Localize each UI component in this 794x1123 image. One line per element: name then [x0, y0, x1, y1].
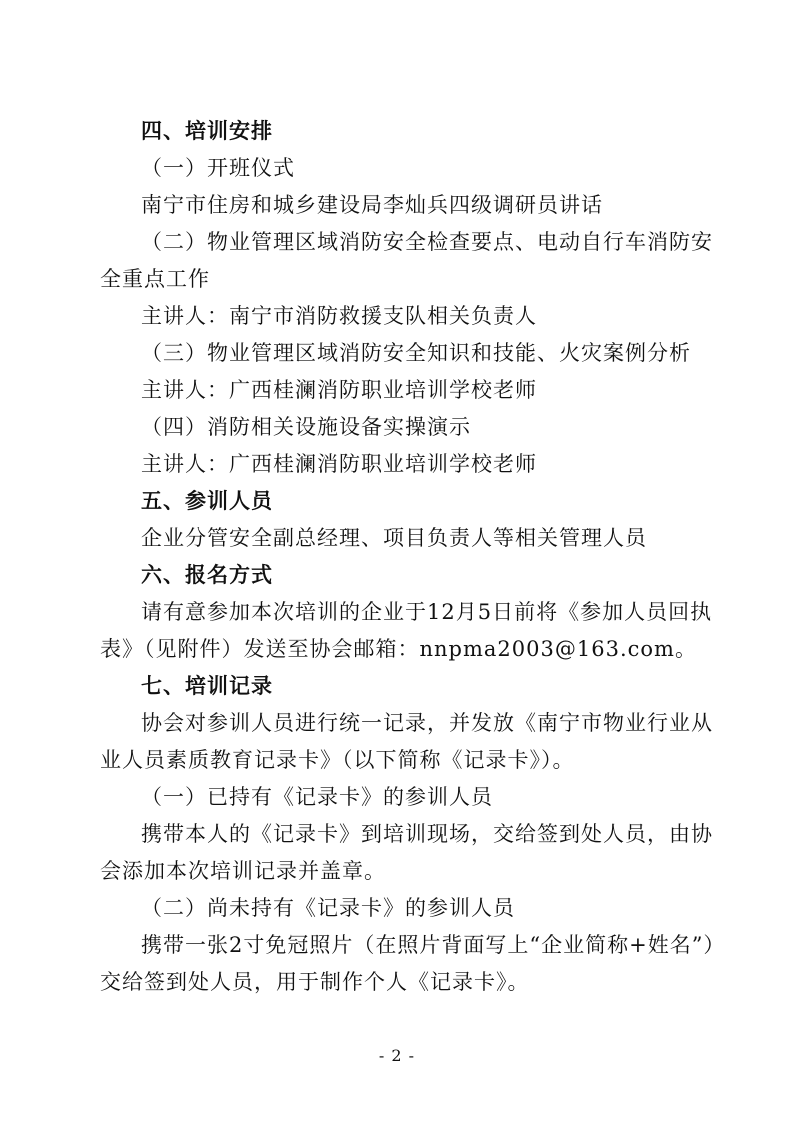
section-4-sub-2-heading-line-1: （二）物业管理区域消防安全检查要点、电动自行车消防安 [141, 230, 713, 254]
section-4-sub-2-speaker: 主讲人：南宁市消防救援支队相关负责人 [141, 304, 537, 328]
section-4-heading: 四、培训安排 [141, 118, 273, 143]
section-7-sub-2-heading: （二）尚未持有《记录卡》的参训人员 [141, 896, 515, 920]
section-7-sub-1-heading: （一）已持有《记录卡》的参训人员 [141, 785, 493, 809]
section-7-sub-2-text-line-1: 携带一张2寸免冠照片（在照片背面写上“企业简称+姓名”） [141, 933, 726, 957]
section-5-text: 企业分管安全副总经理、项目负责人等相关管理人员 [141, 526, 647, 550]
section-4-sub-3-heading: （三）物业管理区域消防安全知识和技能、火灾案例分析 [141, 341, 691, 365]
section-7-sub-1-text-line-1: 携带本人的《记录卡》到培训现场，交给签到处人员，由协 [141, 822, 713, 846]
section-7-sub-2-text-line-2: 交给签到处人员，用于制作个人《记录卡》。 [100, 970, 530, 994]
section-4-sub-1-heading: （一）开班仪式 [141, 156, 295, 180]
section-6-text-line-2: 表》（见附件）发送至协会邮箱：nnpma2003@163.com。 [100, 637, 697, 661]
page-number: - 2 - [378, 1046, 416, 1065]
section-7-intro-line-1: 协会对参训人员进行统一记录，并发放《南宁市物业行业从 [141, 711, 713, 735]
section-6-heading: 六、报名方式 [141, 562, 273, 587]
section-4-sub-3-speaker: 主讲人：广西桂澜消防职业培训学校老师 [141, 378, 537, 402]
section-7-heading: 七、培训记录 [141, 673, 273, 698]
section-4-sub-4-heading: （四）消防相关设施设备实操演示 [141, 415, 471, 439]
section-7-intro-line-2: 业人员素质教育记录卡》（以下简称《记录卡》）。 [100, 748, 575, 772]
section-4-sub-2-heading-line-2: 全重点工作 [100, 267, 210, 291]
section-4-sub-1-text: 南宁市住房和城乡建设局李灿兵四级调研员讲话 [141, 193, 603, 217]
section-5-heading: 五、参训人员 [141, 488, 273, 513]
section-4-sub-4-speaker: 主讲人：广西桂澜消防职业培训学校老师 [141, 452, 537, 476]
section-6-text-line-1: 请有意参加本次培训的企业于12月5日前将《参加人员回执 [141, 600, 713, 624]
section-7-sub-1-text-line-2: 会添加本次培训记录并盖章。 [100, 859, 386, 883]
